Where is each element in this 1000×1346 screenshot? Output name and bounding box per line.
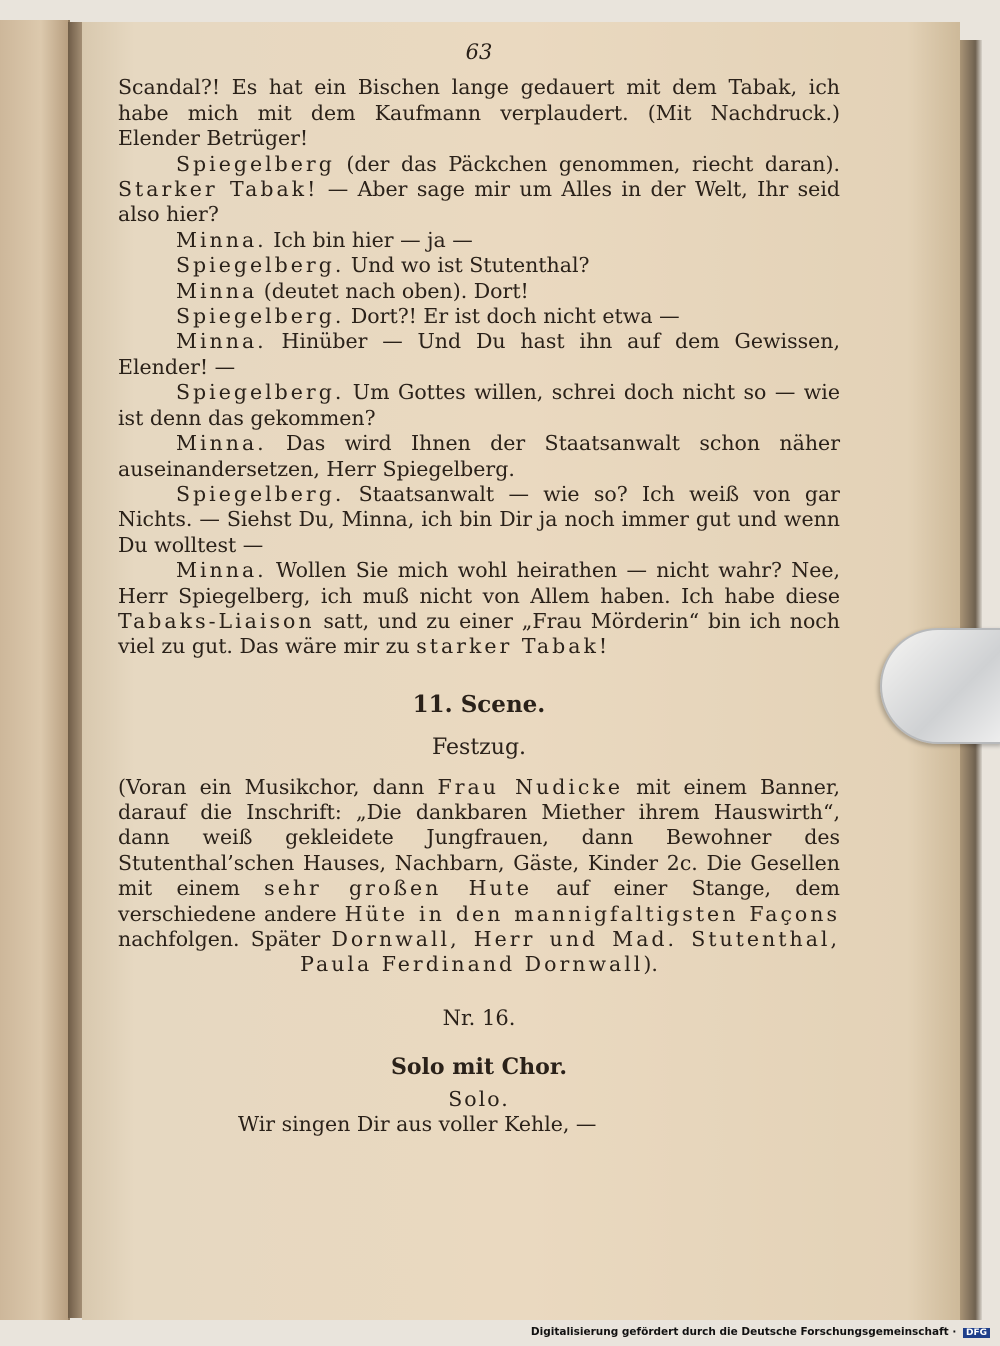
paragraph-spiegelberg-3: Spiegelberg. Dort?! Er ist doch nicht etwa — xyxy=(176,304,680,329)
speaker: Spiegelberg. xyxy=(176,481,345,506)
paragraph-spiegelberg-2: Spiegelberg. Und wo ist Stutenthal? xyxy=(176,253,590,278)
paragraph-minna-5: Minna. Wollen Sie mich wohl heirathen — nicht wahr? Nee, Herr Spiegelberg, ich muß nicht von Allem haben. Ich habe diese Tabaks-Liaison satt, und zu einer „Frau Mörderin“ bin ich noch viel zu gut. Das wäre mir zu starker Tabak! xyxy=(118,558,840,659)
paragraph-minna-4: Minna. Das wird Ihnen der Staatsanwalt schon näher auseinandersetzen, Herr Spiegelberg. xyxy=(118,431,840,481)
emphasis: Dornwall, Herr und Mad. Stutenthal, Paula Ferdinand Dornwall xyxy=(300,927,840,977)
paragraph-1: Scandal?! Es hat ein Bischen lange gedauert mit dem Tabak, ich habe mich mit dem Kaufmann verplaudert. (Mit Nachdruck.) Elender Betrüger! xyxy=(118,75,840,151)
emphasis: Tabaks-Liaison xyxy=(118,608,315,633)
page-clip xyxy=(880,628,1000,744)
emphasis: sehr großen Hute xyxy=(264,876,533,901)
emphasis: Frau Nudicke xyxy=(437,774,623,799)
verse-line: Wir singen Dir aus voller Kehle, — xyxy=(238,1112,597,1137)
paragraph-spiegelberg-1: Spiegelberg (der das Päckchen genommen, riecht daran). Starker Tabak! — Aber sage mir um Alles in der Welt, Ihr seid also hier? xyxy=(118,151,840,227)
paragraph-spiegelberg-4: Spiegelberg. Um Gottes willen, schrei doch nicht so — wie ist denn das gekommen? xyxy=(118,380,840,430)
speaker: Spiegelberg. xyxy=(176,253,345,278)
paragraph-minna-1: Minna. Ich bin hier — ja — xyxy=(176,227,473,252)
speaker: Minna. xyxy=(176,431,267,456)
paragraph-minna-3: Minna. Hinüber — Und Du hast ihn auf dem Gewissen, Elender! — xyxy=(118,329,840,379)
dfg-logo: DFG xyxy=(963,1328,990,1338)
emphasis: Hüte in den mannigfaltigsten Façons xyxy=(344,901,840,926)
speaker: Minna xyxy=(176,278,258,303)
speaker: Minna. xyxy=(176,329,267,354)
number-label: Nr. 16. xyxy=(442,1005,516,1030)
speaker: Minna. xyxy=(176,227,267,252)
solo-label: Solo. xyxy=(448,1086,510,1111)
speaker: Spiegelberg. xyxy=(176,380,345,405)
page-number: 63 xyxy=(465,40,493,64)
song-title: Solo mit Chor. xyxy=(390,1054,568,1081)
credit-text: Digitalisierung gefördert durch die Deutsche Forschungsgemeinschaft xyxy=(530,1326,949,1338)
facing-page-edge xyxy=(0,20,70,1320)
digitization-credit: Digitalisierung gefördert durch die Deutsche Forschungsgemeinschaft · DFG xyxy=(531,1326,990,1338)
scene-subheading: Festzug. xyxy=(431,735,527,761)
paragraph-spiegelberg-5: Spiegelberg. Staatsanwalt — wie so? Ich weiß von gar Nichts. — Siehst Du, Minna, ich bin Dir ja noch immer gut und wenn Du wolltest — xyxy=(118,481,840,557)
book-gutter xyxy=(68,22,82,1318)
stage-direction: (Voran ein Musikchor, dann Frau Nudicke mit einem Banner, darauf die Inschrift: „Die dankbaren Miether ihrem Hauswirth“, dann weiß gekleidete Jungfrauen, dann Bewohner des Stutenthal’schen Hauses, Nachbarn, Gäste, Kinder 2c. Die Gesellen mit einem sehr großen Hute auf einer Stange, dem verschiedene andere Hüte in den mannigfaltigsten Façons nachfolgen. Später Dornwall, Herr und Mad. Stutenthal, Paula Ferdinand Dornwall). xyxy=(118,774,840,977)
emphasis: starker Tabak! xyxy=(416,634,611,659)
speaker: Spiegelberg. xyxy=(176,304,345,329)
paragraph-minna-2: Minna (deutet nach oben). Dort! xyxy=(176,278,529,303)
scene-heading: 11. Scene. xyxy=(412,690,546,718)
emphasis: Starker Tabak! xyxy=(118,177,319,202)
page-text xyxy=(118,40,840,1137)
speaker: Minna. xyxy=(176,558,267,583)
speaker: Spiegelberg xyxy=(176,151,335,176)
